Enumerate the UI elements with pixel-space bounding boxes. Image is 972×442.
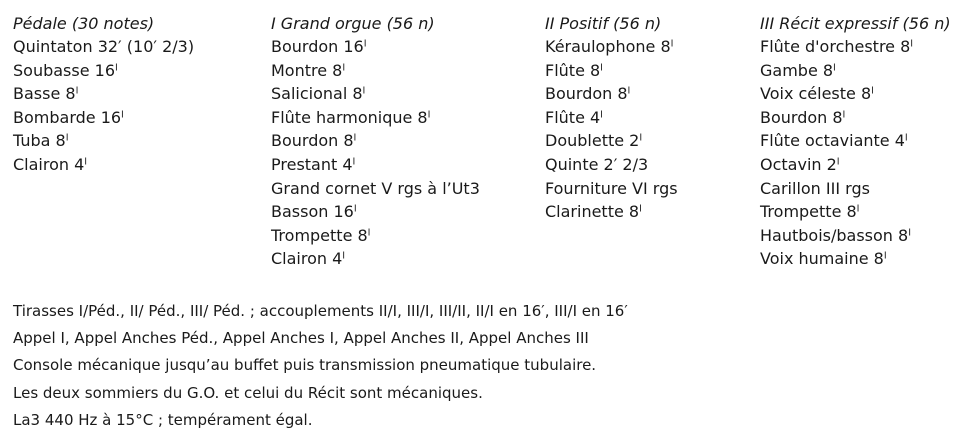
stop-item: Basson 16ˡ: [271, 202, 357, 222]
stop-list: [760, 35, 951, 271]
stop-item: Salicional 8ˡ: [271, 84, 366, 104]
stop-item: Trompette 8ˡ: [271, 225, 371, 245]
note-tuning: La3 440 Hz à 15°C ; tempérament égal.: [13, 410, 313, 429]
stop-item: Hautbois/basson 8ˡ: [760, 225, 911, 245]
stop-item: Carillon III rgs: [760, 178, 870, 198]
stop-item: Doublette 2ˡ: [545, 131, 643, 151]
stop-item: Quinte 2′ 2/3: [545, 154, 649, 174]
stop-item: Bourdon 16ˡ: [271, 37, 367, 56]
stop-list: [13, 35, 194, 177]
stop-item: Bourdon 8ˡ: [271, 131, 357, 151]
stop-item: Fourniture VI rgs: [545, 178, 678, 198]
division-pedale: [13, 12, 194, 177]
stop-item: Flûte d'orchestre 8ˡ: [760, 37, 913, 56]
stop-item: Flûte 8ˡ: [545, 60, 603, 80]
stop-list: [271, 35, 480, 271]
division-title: II Positif (56 n): [545, 14, 662, 33]
stop-item: Clairon 4ˡ: [271, 249, 345, 269]
division-columns: [13, 12, 963, 294]
stop-item: Octavin 2ˡ: [760, 154, 840, 174]
stop-item: Bourdon 8ˡ: [760, 107, 846, 127]
stop-list: [545, 35, 678, 224]
stop-item: Trompette 8ˡ: [760, 202, 860, 222]
division-positif: [545, 12, 678, 224]
stop-item: Voix humaine 8ˡ: [760, 249, 887, 269]
stop-item: Grand cornet V rgs à l’Ut3: [271, 178, 480, 198]
note-reed-calls: Appel I, Appel Anches Péd., Appel Anches I, Appel Anches II, Appel Anches III: [13, 329, 589, 348]
note-windchests: Les deux sommiers du G.O. et celui du Récit sont mécaniques.: [13, 383, 483, 402]
stop-item: Flûte octaviante 4ˡ: [760, 131, 908, 151]
stop-item: Flûte 4ˡ: [545, 107, 603, 127]
stop-item: Clairon 4ˡ: [13, 154, 87, 174]
division-title: I Grand orgue (56 n): [271, 14, 435, 33]
stop-item: Quintaton 32′ (10′ 2/3): [13, 37, 195, 56]
stop-item: Kéraulophone 8ˡ: [545, 37, 674, 56]
division-recit-expressif: [760, 12, 951, 271]
stop-item: Voix céleste 8ˡ: [760, 84, 874, 104]
stop-item: Clarinette 8ˡ: [545, 202, 642, 222]
stop-item: Tuba 8ˡ: [13, 131, 69, 151]
organ-specification: [13, 12, 963, 434]
note-action: Console mécanique jusqu’au buffet puis transmission pneumatique tubulaire.: [13, 356, 597, 375]
stop-item: Bombarde 16ˡ: [13, 107, 124, 127]
stop-item: Montre 8ˡ: [271, 60, 345, 80]
stop-item: Gambe 8ˡ: [760, 60, 836, 80]
note-couplers: Tirasses I/Péd., II/ Péd., III/ Péd. ; accouplements II/I, III/I, III/II, II/I en 16′, III/I en 16′: [13, 302, 628, 320]
division-title: Pédale (30 notes): [13, 14, 155, 33]
stop-item: Bourdon 8ˡ: [545, 84, 631, 104]
stop-item: Flûte harmonique 8ˡ: [271, 107, 431, 127]
division-title: III Récit expressif (56 n): [760, 14, 951, 33]
division-grand-orgue: [271, 12, 480, 271]
stop-item: Basse 8ˡ: [13, 84, 79, 104]
stop-item: Soubasse 16ˡ: [13, 60, 118, 80]
stop-item: Prestant 4ˡ: [271, 154, 356, 174]
specification-notes: [13, 298, 963, 434]
